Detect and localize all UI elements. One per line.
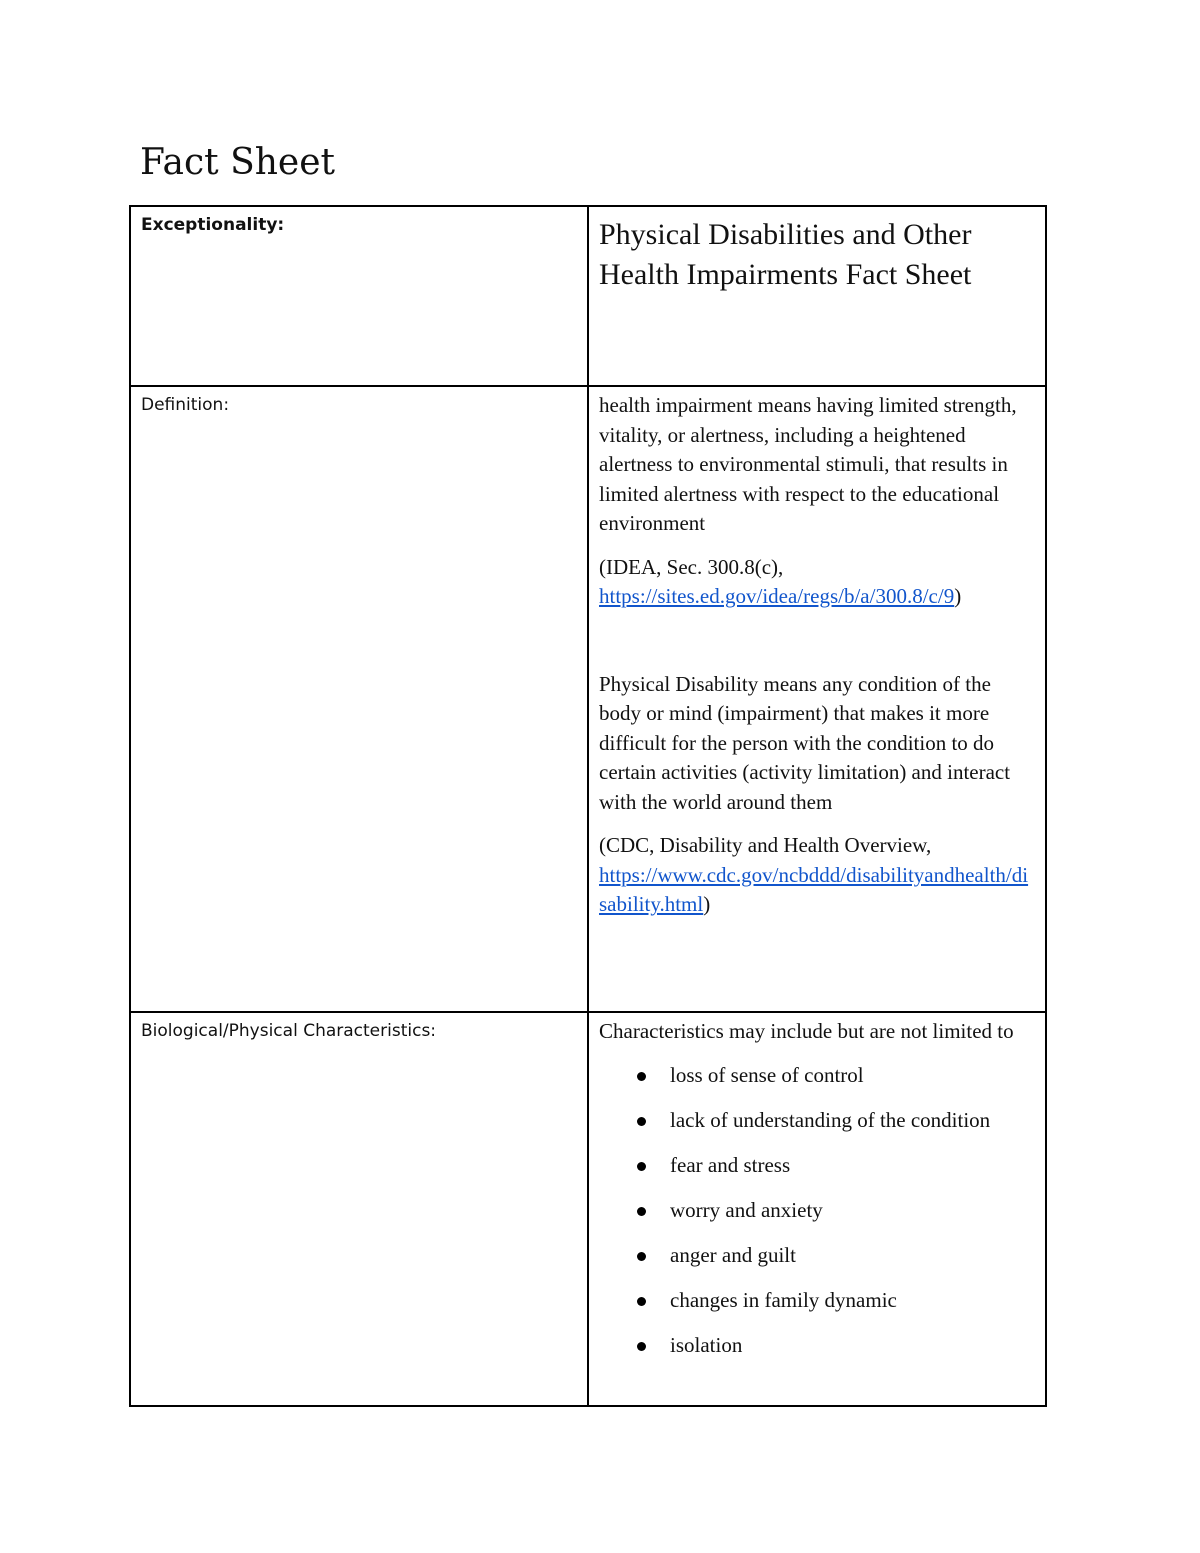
definition-label-cell [130,386,588,1012]
list-item [599,1241,1035,1286]
bullet-icon [637,1297,646,1306]
idea-link[interactable]: https://sites.ed.gov/idea/regs/b/a/300.8/c/9 [599,584,955,608]
list-item [599,1286,1035,1331]
definition-value-cell [588,386,1046,1012]
definition-label: Definition: [141,395,230,415]
exceptionality-label-cell [130,206,588,386]
list-item-text: worry and anxiety [670,1197,823,1222]
list-item [599,1196,1035,1241]
cdc-citation [599,831,1035,920]
list-item [599,1151,1035,1196]
exceptionality-value: Physical Disabilities and Other Health Impairments Fact Sheet [599,218,972,291]
cdc-citation-prefix: (CDC, Disability and Health Overview, [599,833,932,857]
list-item [599,1331,1035,1376]
exceptionality-value-cell [588,206,1046,386]
cdc-citation-suffix: ) [703,892,711,916]
bullet-icon [637,1117,646,1126]
characteristics-intro: Characteristics may include but are not limited to [599,1019,1014,1043]
characteristics-label-cell [130,1012,588,1406]
table-row-characteristics [130,1012,1046,1406]
bullet-icon [637,1207,646,1216]
idea-citation-suffix: ) [954,584,962,608]
idea-citation [599,553,1035,612]
exceptionality-label: Exceptionality: [141,215,285,235]
bullet-icon [637,1072,646,1081]
list-item-text: loss of sense of control [670,1062,864,1087]
list-item-text: anger and guilt [670,1242,796,1267]
list-item-text: changes in family dynamic [670,1287,897,1312]
list-item [599,1061,1035,1106]
bullet-icon [637,1342,646,1351]
cdc-link[interactable]: https://www.cdc.gov/ncbddd/disabilityandhealth/disability.html [599,862,1029,916]
list-item-text: isolation [670,1332,743,1357]
characteristics-list [599,1061,1035,1376]
idea-citation-prefix: (IDEA, Sec. 300.8(c), [599,554,784,579]
table-row-exceptionality [130,206,1046,386]
table-row-definition [130,386,1046,1012]
characteristics-value-cell [588,1012,1046,1406]
characteristics-label: Biological/Physical Characteristics: [141,1021,437,1041]
page-title: Fact Sheet [140,142,335,183]
fact-sheet-table [129,205,1047,1407]
bullet-icon [637,1162,646,1171]
list-item-text: lack of understanding of the condition [670,1107,991,1132]
bullet-icon [637,1252,646,1261]
list-item-text: fear and stress [670,1152,791,1177]
health-impairment-definition: health impairment means having limited strength, vitality, or alertness, including a heightened alertness to environmental stimuli, that results in limited alertness with respect to the educational environment [599,393,1017,535]
list-item [599,1106,1035,1151]
physical-disability-definition: Physical Disability means any condition of the body or mind (impairment) that makes it more difficult for the person with the condition to do certain activities (activity limitation) and interact with the world around them [599,671,1011,814]
